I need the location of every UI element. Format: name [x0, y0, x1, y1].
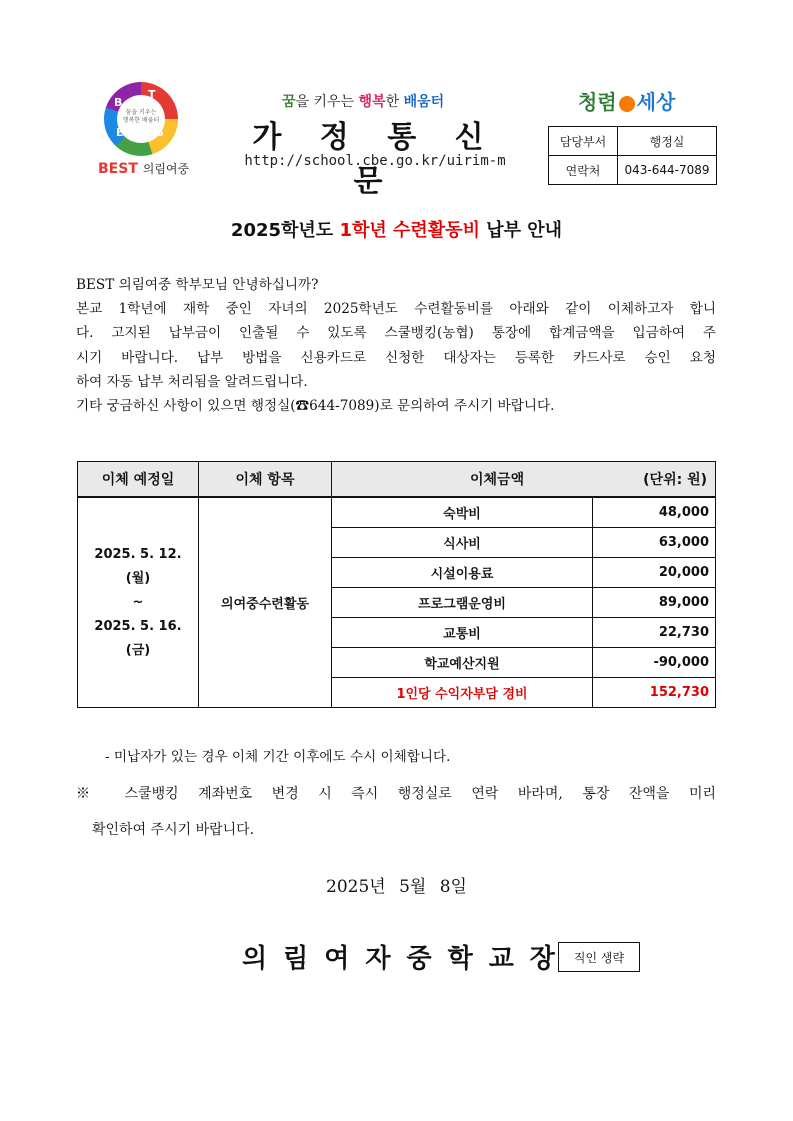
fee-item-amount: 48,000 [593, 497, 716, 528]
newsletter-title: 가 정 통 신 문 [252, 120, 498, 199]
body-line: 본교 1학년에 재학 중인 자녀의 2025학년도 수련활동비를 아래와 같이 이체하고자 합니 [76, 301, 716, 318]
fee-item-amount: -90,000 [593, 648, 716, 678]
note-line: ※ 스쿨뱅킹 계좌번호 변경 시 즉시 행정실로 연락 바라며, 통장 잔액을 미리 [76, 786, 716, 802]
fee-item-amount: 22,730 [593, 618, 716, 648]
slogan-part: 꿈 [282, 94, 296, 110]
fee-item-name: 교통비 [332, 618, 593, 648]
slogan-part: 배움터 [403, 94, 445, 110]
logo-letter-t: T [148, 88, 156, 101]
body-line: 하여 자동 납부 처리됨을 알려드립니다. [76, 373, 308, 390]
logo-letter-b: B [114, 96, 123, 109]
school-logo [98, 82, 198, 182]
date-separator: ~ [132, 594, 144, 610]
integrity-brand-logo [578, 86, 675, 115]
fee-item-amount: 20,000 [593, 558, 716, 588]
title-highlight: 1학년 수련활동비 [339, 220, 480, 241]
note-late-payment: - 미납자가 있는 경우 이체 기간 이후에도 수시 이체합니다. [105, 749, 451, 765]
seal-omitted-box: 직인 생략 [558, 942, 640, 972]
contact-value: 행정실 [618, 127, 717, 156]
fee-table [77, 461, 716, 708]
logo-inner-line: 꿈을 키우는 [125, 109, 157, 116]
total-label: 1인당 수익자부담 경비 [332, 678, 593, 708]
fee-table-header [78, 462, 716, 498]
fee-item-name: 시설이용료 [332, 558, 593, 588]
contact-value: 043-644-7089 [618, 156, 717, 185]
title-pre: 2025학년도 [230, 220, 340, 241]
slogan [282, 91, 444, 111]
fee-item-name: 숙박비 [332, 497, 593, 528]
logo-caption-brand: BEST [98, 161, 138, 177]
fee-item-name: 프로그램운영비 [332, 588, 593, 618]
contact-row [549, 156, 717, 185]
logo-caption [98, 160, 189, 177]
header-amount-unit: (단위: 원) [643, 472, 707, 488]
total-amount: 152,730 [593, 678, 716, 708]
brand-left-text: 청렴 [578, 90, 617, 114]
issue-date: 2025년 5월 8일 [326, 877, 467, 897]
note-line: 확인하여 주시기 바랍니다. [92, 822, 255, 838]
school-url[interactable]: http://school.cbe.go.kr/uirim-m [244, 153, 506, 169]
fee-item-name: 식사비 [332, 528, 593, 558]
category-cell: 의여중수련활동 [199, 497, 332, 708]
transfer-date-cell [78, 497, 199, 708]
brand-right-text: 세상 [636, 90, 676, 114]
body-line: 시기 바랍니다. 납부 방법을 신용카드로 신청한 대상자는 등록한 카드사로 승인 요청 [76, 349, 716, 366]
fee-item-name: 학교예산지원 [332, 648, 593, 678]
contact-label: 담당부서 [549, 127, 618, 156]
logo-letter-e: E [116, 126, 124, 139]
contact-table [548, 126, 717, 185]
logo-inner-line: 행복한 배움터 [122, 117, 160, 124]
slogan-part: 한 [385, 94, 404, 110]
title-post: 납부 안내 [479, 220, 563, 241]
header-amount [332, 462, 716, 498]
header-item: 이체 항목 [199, 462, 332, 498]
principal-signature: 의림여자중학교장 [242, 944, 571, 974]
contact-label: 연락처 [549, 156, 618, 185]
header-amount-label: 이체금액 [470, 472, 525, 488]
header-date: 이체 예정일 [78, 462, 199, 498]
logo-caption-name: 의림여중 [142, 162, 190, 176]
slogan-part: 행복 [358, 94, 386, 110]
logo-letter-s: S [156, 126, 164, 139]
body-line: 기타 궁금하신 사항이 있으면 행정실(☎644-7089)로 문의하여 주시기 바랍니다. [76, 398, 555, 415]
document-title [0, 216, 793, 242]
contact-row [549, 127, 717, 156]
date-start: 2025. 5. 12.(월) [94, 546, 182, 586]
fee-item-amount: 63,000 [593, 528, 716, 558]
body-paragraph [76, 273, 716, 418]
brand-dot-icon [619, 96, 635, 112]
note-account-change [76, 776, 716, 848]
slogan-part: 을 키우는 [295, 94, 359, 110]
date-end: 2025. 5. 16.(금) [94, 618, 182, 658]
body-line: 다. 고지된 납부금이 인출될 수 있도록 스쿨뱅킹(농협) 통장에 합계금액을 입금하여 주 [76, 325, 716, 342]
body-line: BEST 의림여중 학부모님 안녕하십니까? [76, 277, 319, 293]
table-row [78, 497, 716, 528]
fee-item-amount: 89,000 [593, 588, 716, 618]
